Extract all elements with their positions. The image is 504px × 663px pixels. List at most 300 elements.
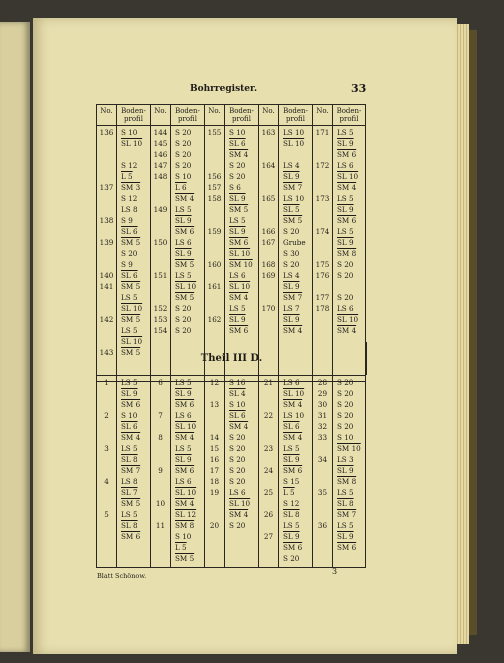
- footer-sheet-name: Blatt Schönow.: [97, 572, 147, 580]
- bore-number: 14: [209, 433, 220, 442]
- soil-profile-entry: SL 6: [283, 422, 300, 431]
- soil-profile-entry: SM 4: [283, 400, 303, 409]
- bore-number: 28: [317, 378, 328, 387]
- bore-number: 6: [158, 378, 163, 387]
- soil-profile-entry: SM 5: [175, 292, 195, 302]
- bore-number: [151, 510, 170, 521]
- table-row: [97, 376, 366, 568]
- soil-profile-entry: SL 10: [121, 303, 143, 313]
- bore-number: [151, 455, 170, 466]
- bore-number: [205, 293, 224, 304]
- bore-number: 7: [158, 411, 163, 420]
- bore-number: 140: [99, 270, 114, 280]
- soil-profile-entry: LS 5: [337, 193, 354, 203]
- bore-number: 27: [263, 532, 274, 541]
- bore-number: 18: [209, 477, 220, 486]
- bore-number: [205, 271, 224, 282]
- soil-profile-entry: SM 6: [121, 400, 141, 409]
- soil-profile-entry: SL 10: [121, 138, 143, 148]
- bore-number: [151, 532, 170, 543]
- bore-number: [97, 293, 116, 304]
- soil-profile-entry: LS 10: [283, 193, 305, 203]
- bore-number: [313, 444, 332, 455]
- soil-profile-entry: SL 9: [121, 389, 138, 398]
- column-header-no: No.: [313, 105, 333, 126]
- bore-number: [97, 249, 116, 260]
- soil-profile-entry: SM 5: [121, 499, 141, 508]
- soil-profile-entry: SM 8: [337, 248, 357, 258]
- soil-profile-entry: SL 10: [175, 488, 197, 497]
- bore-number: [259, 150, 278, 161]
- bore-number: 35: [317, 488, 328, 497]
- soil-profile-entry: SM 4: [337, 182, 357, 192]
- bore-number: 162: [207, 314, 222, 324]
- section-title: Theil III D.: [96, 342, 367, 375]
- soil-profile-entry: SL 9: [337, 138, 354, 148]
- bore-number: [97, 433, 116, 444]
- soil-profile-entry: LS 6: [175, 477, 192, 486]
- bore-number: [205, 304, 224, 315]
- soil-profile-entry: S 10: [121, 411, 138, 420]
- bore-number: [151, 183, 170, 194]
- bore-number: 155: [207, 127, 222, 137]
- bore-number: [313, 543, 332, 554]
- bore-number: [205, 326, 224, 337]
- bore-number: 154: [153, 325, 168, 335]
- soil-profile-entry: SM 4: [337, 325, 357, 335]
- soil-profile-entry: L 5: [121, 171, 133, 181]
- bore-number: [97, 304, 116, 315]
- soil-profile-column: [225, 376, 259, 568]
- soil-profile-entry: LS 5: [229, 215, 246, 225]
- bore-number: [97, 227, 116, 238]
- bore-number: [259, 216, 278, 227]
- bore-number: 150: [153, 237, 168, 247]
- soil-profile-entry: SL 9: [337, 466, 354, 475]
- bore-number: [313, 477, 332, 488]
- bore-number: 144: [153, 127, 168, 137]
- soil-profile-entry: SL 10: [229, 248, 251, 258]
- bore-number: [259, 249, 278, 260]
- bore-number: 171: [315, 127, 330, 137]
- soil-profile-entry: S 12: [121, 160, 138, 170]
- column-header-bodenprofil: Boden- profil: [279, 105, 313, 126]
- bore-number: [151, 293, 170, 304]
- bore-number: [97, 400, 116, 411]
- soil-profile-entry: S 20: [283, 259, 300, 269]
- soil-profile-entry: SM 5: [175, 259, 195, 269]
- soil-profile-entry: SM 6: [175, 400, 195, 409]
- bore-number: 33: [317, 433, 328, 442]
- column-header-no: No.: [259, 105, 279, 126]
- soil-profile-entry: LS 10: [283, 127, 305, 137]
- soil-profile-entry: S 9: [121, 215, 133, 225]
- soil-profile-entry: S 20: [337, 400, 354, 409]
- bore-number: 1: [104, 378, 109, 387]
- soil-profile-entry: S 16: [229, 378, 246, 387]
- bore-number: [313, 139, 332, 150]
- soil-profile-entry: SM 3: [121, 182, 141, 192]
- soil-profile-entry: SL 8: [337, 499, 354, 508]
- soil-profile-entry: SL 9: [283, 455, 300, 464]
- bore-number: 23: [263, 444, 274, 453]
- soil-profile-column: [333, 376, 366, 568]
- bore-number: [97, 389, 116, 400]
- soil-profile-entry: SL 10: [121, 336, 143, 346]
- bore-number: 148: [153, 171, 168, 181]
- bore-number: 20: [209, 521, 220, 530]
- soil-profile-entry: SM 4: [229, 149, 249, 159]
- soil-profile-entry: SL 9: [175, 455, 192, 464]
- bore-number: [259, 139, 278, 150]
- soil-profile-entry: SL 10: [337, 314, 359, 324]
- bore-number: 172: [315, 160, 330, 170]
- bore-number: [259, 400, 278, 411]
- bore-number: 163: [261, 127, 276, 137]
- soil-profile-column: [171, 376, 205, 568]
- bore-number: [205, 139, 224, 150]
- soil-profile-entry: SM 6: [337, 215, 357, 225]
- bore-number: 137: [99, 182, 114, 192]
- soil-profile-entry: SM 7: [283, 292, 303, 302]
- soil-profile-entry: SL 7: [121, 488, 138, 497]
- soil-profile-entry: LS 6: [175, 237, 192, 247]
- bore-number: [97, 326, 116, 337]
- bore-number: [151, 477, 170, 488]
- soil-profile-entry: SM 5: [121, 347, 141, 357]
- soil-profile-entry: S 20: [229, 455, 246, 464]
- soil-profile-entry: SL 6: [121, 270, 138, 280]
- soil-profile-entry: SL 10: [337, 171, 359, 181]
- bore-number: 160: [207, 259, 222, 269]
- book-cover-edge: [469, 30, 477, 635]
- bore-number: 139: [99, 237, 114, 247]
- soil-profile-entry: S 20: [175, 149, 192, 159]
- soil-profile-entry: S 20: [175, 127, 192, 137]
- soil-profile-entry: SM 8: [337, 477, 357, 486]
- bore-number: [259, 433, 278, 444]
- soil-profile-entry: SL 9: [337, 532, 354, 541]
- bore-number: [151, 282, 170, 293]
- bore-number: [151, 249, 170, 260]
- soil-profile-entry: L 5: [283, 488, 295, 497]
- bore-number: [313, 205, 332, 216]
- soil-profile-entry: S 20: [229, 521, 246, 530]
- soil-profile-entry: SL 10: [283, 138, 305, 148]
- soil-profile-entry: LS 10: [283, 411, 305, 420]
- soil-profile-entry: SM 5: [121, 314, 141, 324]
- soil-profile-entry: S 20: [337, 270, 354, 280]
- bore-number: [97, 455, 116, 466]
- soil-profile-entry: LS 6: [337, 160, 354, 170]
- bore-number: 169: [261, 270, 276, 280]
- bore-number: 21: [263, 378, 274, 387]
- bore-number: [313, 172, 332, 183]
- page-stack-edge: [457, 24, 469, 644]
- bore-number: [205, 205, 224, 216]
- soil-profile-entry: SL 6: [229, 138, 246, 148]
- bore-number: 177: [315, 292, 330, 302]
- soil-profile-entry: SL 8: [121, 455, 138, 464]
- soil-profile-entry: SL 6: [229, 411, 246, 420]
- soil-profile-entry: S 20: [229, 477, 246, 486]
- column-header-no: No.: [97, 105, 117, 126]
- soil-profile-entry: S 20: [337, 292, 354, 302]
- bore-number: 136: [99, 127, 114, 137]
- footer-sheet-number: 3: [332, 567, 338, 576]
- soil-profile-entry: LS 6: [229, 488, 246, 497]
- bore-number: 152: [153, 303, 168, 313]
- soil-profile-entry: S 10: [175, 532, 192, 541]
- soil-profile-entry: S 20: [337, 422, 354, 431]
- soil-profile-entry: SL 9: [337, 204, 354, 214]
- soil-profile-entry: SL 10: [229, 499, 251, 508]
- soil-profile-entry: SM 6: [283, 466, 303, 475]
- soil-profile-entry: S 9: [121, 259, 133, 269]
- bore-number: [97, 172, 116, 183]
- soil-profile-entry: S 20: [175, 160, 192, 170]
- bore-number-column: [259, 376, 279, 568]
- soil-profile-entry: S 20: [175, 303, 192, 313]
- bore-number: 5: [104, 510, 109, 519]
- soil-profile-entry: SM 10: [337, 444, 361, 453]
- bore-number: 24: [263, 466, 274, 475]
- bore-number: [205, 238, 224, 249]
- bore-number: 32: [317, 422, 328, 431]
- bore-number: [259, 315, 278, 326]
- soil-profile-entry: SL 8: [121, 521, 138, 530]
- soil-profile-entry: S 10: [229, 400, 246, 409]
- bore-number: 4: [104, 477, 109, 486]
- soil-profile-entry: SM 4: [121, 433, 141, 442]
- soil-profile-entry: S 20: [229, 433, 246, 442]
- bore-number: [205, 389, 224, 400]
- bore-number: [205, 499, 224, 510]
- soil-profile-entry: S 20: [229, 160, 246, 170]
- soil-profile-entry: SM 6: [337, 543, 357, 552]
- bohrregister-table-upper: [96, 104, 366, 382]
- soil-profile-entry: SM 6: [283, 543, 303, 552]
- soil-profile-entry: SL 10: [283, 389, 305, 398]
- soil-profile-entry: SM 6: [175, 466, 195, 475]
- bore-number: [97, 532, 116, 543]
- bore-number: [259, 205, 278, 216]
- soil-profile-entry: SL 4: [229, 389, 246, 398]
- soil-profile-entry: LS 5: [121, 378, 138, 387]
- bore-number: 167: [261, 237, 276, 247]
- bore-number: 178: [315, 303, 330, 313]
- bore-number: [97, 205, 116, 216]
- soil-profile-entry: S 20: [229, 444, 246, 453]
- soil-profile-entry: SM 10: [229, 259, 253, 269]
- bore-number: 138: [99, 215, 114, 225]
- soil-profile-entry: SL 9: [229, 193, 246, 203]
- soil-profile-entry: SL 10: [175, 281, 197, 291]
- bore-number: [313, 249, 332, 260]
- bore-number: 157: [207, 182, 222, 192]
- soil-profile-entry: SL 9: [175, 389, 192, 398]
- bore-number: [97, 139, 116, 150]
- bore-number: [205, 216, 224, 227]
- soil-profile-entry: SL 5: [283, 204, 300, 214]
- bore-number: 145: [153, 138, 168, 148]
- bore-number: [259, 455, 278, 466]
- soil-profile-entry: LS 5: [121, 444, 138, 453]
- soil-profile-entry: LS 5: [229, 303, 246, 313]
- bore-number: 11: [155, 521, 166, 530]
- soil-profile-entry: SM 5: [229, 204, 249, 214]
- soil-profile-entry: SM 7: [283, 182, 303, 192]
- bore-number: [205, 150, 224, 161]
- soil-profile-entry: SM 6: [229, 237, 249, 247]
- bore-number: 13: [209, 400, 220, 409]
- soil-profile-entry: SM 5: [121, 237, 141, 247]
- bore-number: [259, 477, 278, 488]
- bore-number: 34: [317, 455, 328, 464]
- running-title: Bohrregister.: [190, 84, 258, 94]
- soil-profile-entry: Grube: [283, 237, 306, 247]
- soil-profile-entry: LS 5: [121, 292, 138, 302]
- soil-profile-entry: S 20: [175, 314, 192, 324]
- bore-number: [259, 172, 278, 183]
- soil-profile-entry: SM 5: [121, 281, 141, 291]
- bore-number: [151, 227, 170, 238]
- bore-number: [259, 499, 278, 510]
- bore-number: [151, 389, 170, 400]
- bore-number: [313, 183, 332, 194]
- soil-profile-entry: LS 5: [175, 378, 192, 387]
- soil-profile-entry: LS 5: [175, 444, 192, 453]
- soil-profile-entry: S 20: [337, 259, 354, 269]
- soil-profile-entry: SM 4: [229, 510, 249, 519]
- bore-number: 173: [315, 193, 330, 203]
- bore-number: 153: [153, 314, 168, 324]
- bore-number: [313, 510, 332, 521]
- soil-profile-entry: SM 6: [337, 149, 357, 159]
- soil-profile-entry: LS 6: [283, 378, 300, 387]
- bore-number: [259, 326, 278, 337]
- soil-profile-entry: LS 5: [121, 510, 138, 519]
- bore-number: 16: [209, 455, 220, 464]
- soil-profile-entry: SM 7: [337, 510, 357, 519]
- soil-profile-entry: SL 6: [121, 422, 138, 431]
- soil-profile-entry: SM 5: [175, 554, 195, 563]
- soil-profile-entry: S 12: [121, 193, 138, 203]
- bore-number: [205, 422, 224, 433]
- soil-profile-entry: SL 9: [283, 532, 300, 541]
- soil-profile-entry: LS 3: [337, 455, 354, 464]
- bore-number: [259, 282, 278, 293]
- soil-profile-entry: [121, 150, 150, 161]
- bore-number: [205, 161, 224, 172]
- soil-profile-entry: LS 5: [175, 270, 192, 280]
- soil-profile-entry: SM 4: [283, 433, 303, 442]
- bore-number: 159: [207, 226, 222, 236]
- bohrregister-table-lower: [96, 375, 366, 568]
- bore-number: [97, 466, 116, 477]
- bore-number: 161: [207, 281, 222, 291]
- soil-profile-entry: S 20: [283, 226, 300, 236]
- bore-number: 25: [263, 488, 274, 497]
- soil-profile-entry: S 20: [175, 138, 192, 148]
- soil-profile-entry: SL 9: [283, 171, 300, 181]
- bore-number: 164: [261, 160, 276, 170]
- soil-profile-entry: SM 6: [175, 226, 195, 236]
- soil-profile-entry: SM 4: [229, 292, 249, 302]
- soil-profile-entry: LS 4: [283, 160, 300, 170]
- bore-number: [151, 194, 170, 205]
- bore-number: [205, 510, 224, 521]
- bore-number: [313, 216, 332, 227]
- bore-number: 3: [104, 444, 109, 453]
- soil-profile-entry: S 15: [283, 477, 300, 486]
- bore-number: 29: [317, 389, 328, 398]
- soil-profile-entry: SM 5: [283, 215, 303, 225]
- column-header-bodenprofil: Boden- profil: [117, 105, 151, 126]
- soil-profile-entry: SM 4: [175, 499, 195, 508]
- bore-number: [151, 400, 170, 411]
- soil-profile-entry: S 20: [337, 389, 354, 398]
- bore-number: [313, 499, 332, 510]
- bore-number: [259, 521, 278, 532]
- bore-number: [97, 422, 116, 433]
- bore-number: 9: [158, 466, 163, 475]
- bore-number: 17: [209, 466, 220, 475]
- table-header-row: [97, 105, 366, 126]
- column-header-no: No.: [205, 105, 225, 126]
- column-header-bodenprofil: Boden- profil: [333, 105, 366, 126]
- column-header-no: No.: [151, 105, 171, 126]
- bore-number: 147: [153, 160, 168, 170]
- soil-profile-entry: S 20: [337, 411, 354, 420]
- soil-profile-entry: SM 8: [175, 521, 195, 530]
- soil-profile-entry: SM 7: [121, 466, 141, 475]
- column-header-bodenprofil: Boden- profil: [225, 105, 259, 126]
- soil-profile-entry: [337, 282, 365, 293]
- soil-profile-entry: S 10: [121, 127, 138, 137]
- bore-number: 176: [315, 270, 330, 280]
- bore-number: [205, 411, 224, 422]
- soil-profile-entry: S 10: [337, 433, 354, 442]
- soil-profile-entry: SL 9: [283, 281, 300, 291]
- soil-profile-column: [117, 376, 151, 568]
- bore-number: 2: [104, 411, 109, 420]
- bore-number: 146: [153, 149, 168, 159]
- soil-profile-entry: SM 6: [121, 532, 141, 541]
- soil-profile-entry: SM 4: [229, 422, 249, 431]
- soil-profile-entry: LS 4: [283, 270, 300, 280]
- soil-profile-column: [279, 376, 313, 568]
- soil-profile-entry: [283, 150, 312, 161]
- bore-number: 22: [263, 411, 274, 420]
- soil-profile-entry: S 10: [175, 171, 192, 181]
- soil-profile-entry: SL 9: [283, 314, 300, 324]
- bore-number-column: [97, 376, 117, 568]
- soil-profile-entry: SL 12: [175, 510, 197, 519]
- soil-profile-entry: LS 5: [337, 226, 354, 236]
- bore-number: 151: [153, 270, 168, 280]
- soil-profile-entry: SM 4: [175, 433, 195, 442]
- bore-number: [259, 422, 278, 433]
- bore-number: 30: [317, 400, 328, 409]
- bore-number: [313, 315, 332, 326]
- soil-profile-entry: S 20: [229, 171, 246, 181]
- soil-profile-entry: SL 9: [229, 314, 246, 324]
- bore-number: 143: [99, 347, 114, 357]
- bore-number: 141: [99, 281, 114, 291]
- bore-number: [259, 293, 278, 304]
- bore-number: 142: [99, 314, 114, 324]
